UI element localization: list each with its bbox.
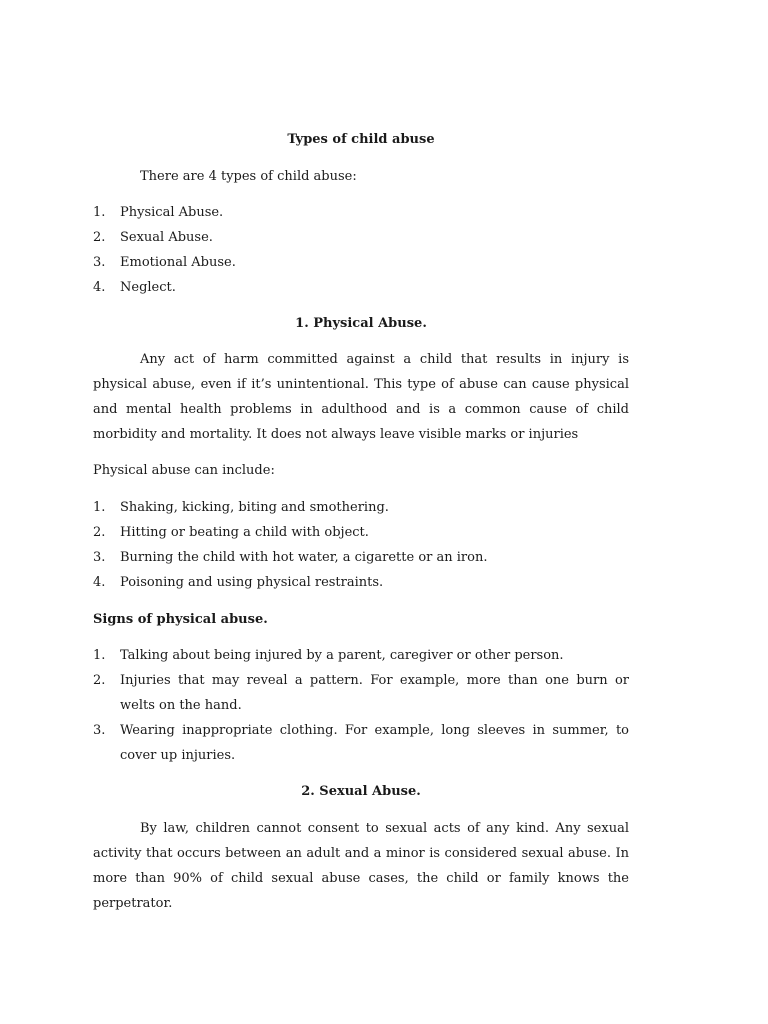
signs-heading: Signs of physical abuse. — [93, 612, 268, 627]
section-heading-sexual: 2. Sexual Abuse. — [301, 784, 421, 799]
physical-abuse-list — [93, 495, 629, 595]
list-item: 4. Neglect. — [93, 280, 176, 295]
list-item: 2. Sexual Abuse. — [93, 230, 213, 245]
list-item: 2. Injuries that may reveal a pattern. For example, more than one burn or welts on the hand. — [93, 673, 629, 713]
sexual-abuse-paragraph: By law, children cannot consent to sexual acts of any kind. Any sexual activity that occurs between an adult and a minor is considered sexual abuse. In more than 90% of child sexual abuse cases, the child or family knows the perpetrator. — [93, 821, 629, 911]
list-item: 1. Physical Abuse. — [93, 205, 224, 220]
include-label: Physical abuse can include: — [93, 463, 275, 478]
list-item: 1. Shaking, kicking, biting and smothering. — [93, 500, 389, 515]
list-item: 4. Poisoning and using physical restraints. — [93, 575, 384, 590]
signs-list — [93, 643, 629, 768]
list-item: 1. Talking about being injured by a parent, caregiver or other person. — [93, 648, 564, 663]
list-item: 3. Emotional Abuse. — [93, 255, 236, 270]
list-item: 3. Wearing inappropriate clothing. For example, long sleeves in summer, to cover up injuries. — [93, 723, 629, 763]
list-item: 2. Hitting or beating a child with object. — [93, 525, 369, 540]
physical-abuse-paragraph: Any act of harm committed against a child that results in injury is physical abuse, even if it’s unintentional. This type of abuse can cause physical and mental health problems in adulthood and is a common cause of child morbidity and mortality. It does not always leave visible marks or injuries — [93, 352, 629, 442]
intro-paragraph: There are 4 types of child abuse: — [140, 169, 357, 184]
section-heading-physical: 1. Physical Abuse. — [295, 316, 427, 331]
page-title: Types of child abuse — [287, 132, 435, 147]
types-list — [93, 200, 629, 300]
list-item: 3. Burning the child with hot water, a cigarette or an iron. — [93, 550, 488, 565]
